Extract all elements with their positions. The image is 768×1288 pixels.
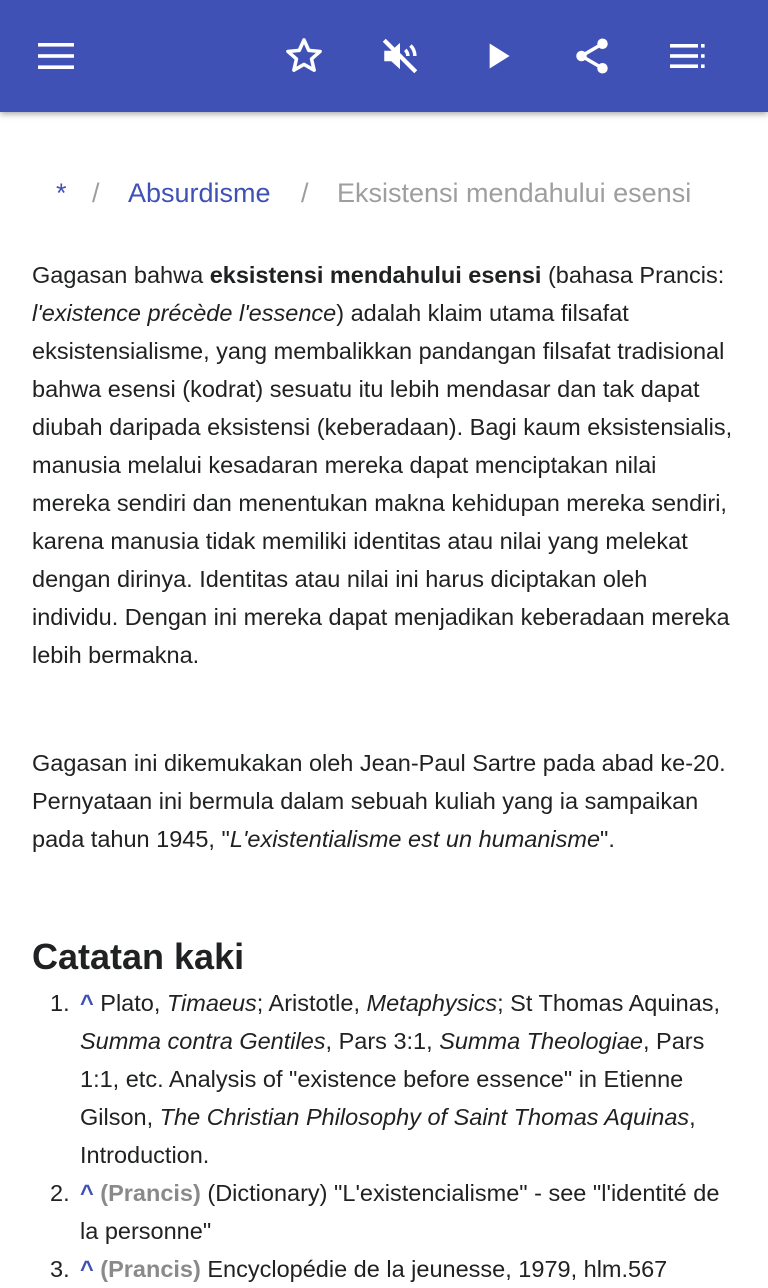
footnote-italic: The Christian Philosophy of Saint Thomas Aquinas — [159, 1104, 690, 1130]
footnote-backlink[interactable]: ^ — [80, 1180, 94, 1206]
paragraph-text: ) adalah klaim utama filsafat eksistensialisme, yang membalikkan pandangan filsafat tradisional bahwa esensi (kodrat) sesuatu itu lebih mendasar dan tak dapat diubah daripada eksistensi (keberadaan). Bagi kaum eksistensialis, manusia melalui kesadaran mereka dapat menciptakan nilai mereka sendiri dan menentukan makna kehidupan mereka sendiri, karena manusia tidak memiliki identitas atau nilai yang melekat dengan dirinya. Identitas atau nilai ini harus diciptakan oleh individu. Dengan ini mereka dapat menjadikan keberadaan mereka lebih bermakna. — [32, 300, 733, 668]
paragraph-text: Gagasan bahwa — [32, 262, 210, 288]
footnote-number: 2. — [50, 1180, 70, 1206]
footnote-text: , Pars 1:1, etc. Analysis of "existence before essence" in Etienne Gilson, — [80, 1028, 705, 1130]
play-icon[interactable] — [470, 28, 526, 84]
footnote-backlink[interactable]: ^ — [80, 1256, 94, 1282]
breadcrumb-separator: / — [92, 178, 100, 208]
app-toolbar — [0, 0, 768, 112]
volume-off-icon[interactable] — [372, 28, 428, 84]
footnote-italic: Summa Theologiae — [439, 1028, 643, 1054]
italic-title: L'existentialisme est un humanisme — [229, 826, 601, 852]
article-paragraph — [32, 256, 736, 674]
footnote-italic: Timaeus — [166, 990, 257, 1016]
footnote-text: ; St Thomas Aquinas, — [497, 990, 721, 1016]
footnote-number: 3. — [50, 1256, 70, 1282]
italic-term: l'existence précède l'essence — [32, 300, 337, 326]
list-menu-icon[interactable] — [660, 28, 716, 84]
footnote-number: 1. — [50, 990, 70, 1016]
bold-term: eksistensi mendahului esensi — [209, 262, 542, 288]
star-outline-icon[interactable] — [276, 28, 332, 84]
footnote-backlink[interactable]: ^ — [80, 990, 94, 1016]
footnote-italic: Summa contra Gentiles — [80, 1028, 326, 1054]
paragraph-text: (bahasa Prancis: — [541, 262, 725, 288]
footnote-text: Encyclopédie de la jeunesse, 1979, hlm.567 — [200, 1256, 668, 1282]
article-paragraph — [32, 744, 736, 858]
paragraph-text: ". — [600, 826, 615, 852]
section-heading: Catatan kaki — [32, 936, 245, 977]
footnote-text: ; Aristotle, — [256, 990, 367, 1016]
footnote-text: (Dictionary) "L'existencialisme" - see "l'identité de la personne" — [80, 1180, 720, 1244]
breadcrumb-parent[interactable]: Absurdisme — [128, 178, 271, 208]
footnote-text: Plato, — [93, 990, 167, 1016]
footnote-text: , Pars 3:1, — [325, 1028, 440, 1054]
hamburger-menu-icon[interactable] — [28, 28, 84, 84]
language-tag: (Prancis) — [100, 1256, 201, 1282]
breadcrumb-root[interactable]: * — [56, 178, 67, 208]
footnote-text: , Introduction. — [80, 1104, 696, 1168]
paragraph-text: Gagasan ini dikemukakan oleh Jean-Paul Sartre pada abad ke-20. Pernyataan ini bermula dalam sebuah kuliah yang ia sampaikan pada tahun 1945, " — [32, 750, 726, 852]
breadcrumb-current: Eksistensi mendahului esensi — [337, 178, 692, 208]
language-tag: (Prancis) — [100, 1180, 201, 1206]
footnote-italic: Metaphysics — [366, 990, 498, 1016]
breadcrumb-separator: / — [301, 178, 309, 208]
share-icon[interactable] — [564, 28, 620, 84]
